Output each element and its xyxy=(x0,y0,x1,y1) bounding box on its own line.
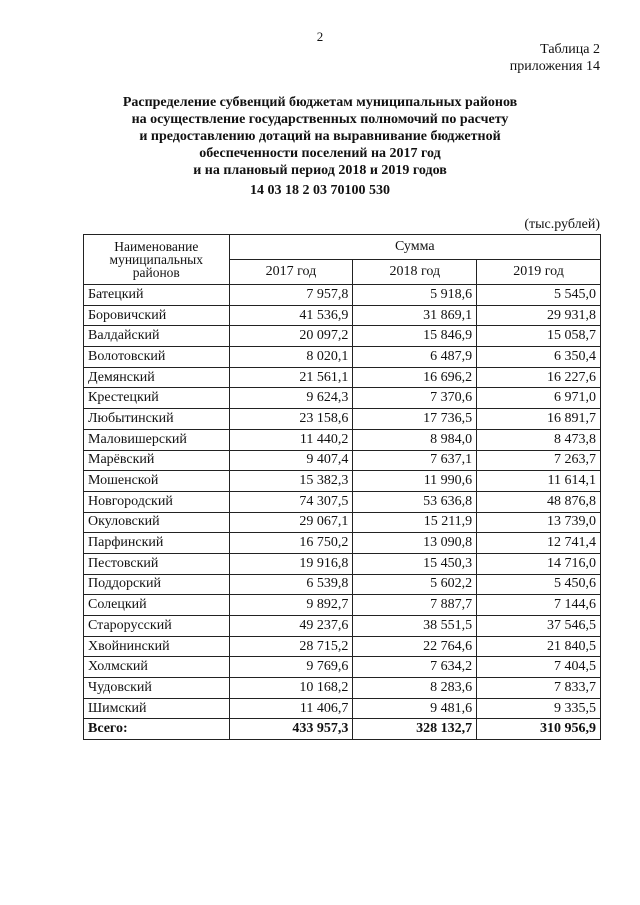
page-number: 2 xyxy=(316,29,324,44)
cell-district-name: Всего: xyxy=(84,719,230,740)
cell-value-2019: 7 144,6 xyxy=(477,595,601,616)
table-row xyxy=(84,616,601,637)
cell-value-2018: 9 481,6 xyxy=(353,698,477,719)
cell-value-2017: 433 957,3 xyxy=(229,719,353,740)
cell-value-2019: 6 350,4 xyxy=(477,347,601,368)
cell-value-2019: 7 263,7 xyxy=(477,450,601,471)
cell-district-name: Хвойнинский xyxy=(84,636,230,657)
table-row xyxy=(84,450,601,471)
cell-value-2018: 16 696,2 xyxy=(353,367,477,388)
cell-district-name: Шимский xyxy=(84,698,230,719)
table-row xyxy=(84,678,601,699)
cell-value-2017: 9 892,7 xyxy=(229,595,353,616)
title-line: и предоставлению дотаций на выравнивание бюджетной xyxy=(139,129,501,144)
cell-value-2019: 14 716,0 xyxy=(477,553,601,574)
cell-value-2018: 7 637,1 xyxy=(353,450,477,471)
table-row xyxy=(84,595,601,616)
cell-district-name: Любытинский xyxy=(84,409,230,430)
cell-value-2017: 23 158,6 xyxy=(229,409,353,430)
cell-value-2019: 310 956,9 xyxy=(477,719,601,740)
cell-value-2019: 9 335,5 xyxy=(477,698,601,719)
table-row xyxy=(84,636,601,657)
cell-value-2018: 328 132,7 xyxy=(353,719,477,740)
table-ref-line2: приложения 14 xyxy=(509,59,600,74)
cell-value-2019: 5 545,0 xyxy=(477,285,601,306)
cell-value-2017: 19 916,8 xyxy=(229,553,353,574)
cell-value-2017: 74 307,5 xyxy=(229,491,353,512)
cell-value-2018: 15 450,3 xyxy=(353,553,477,574)
cell-value-2017: 9 407,4 xyxy=(229,450,353,471)
cell-district-name: Боровичский xyxy=(84,305,230,326)
cell-value-2018: 22 764,6 xyxy=(353,636,477,657)
cell-value-2018: 31 869,1 xyxy=(353,305,477,326)
cell-value-2018: 7 634,2 xyxy=(353,657,477,678)
cell-value-2017: 11 440,2 xyxy=(229,429,353,450)
cell-value-2018: 17 736,5 xyxy=(353,409,477,430)
cell-value-2019: 13 739,0 xyxy=(477,512,601,533)
cell-district-name: Солецкий xyxy=(84,595,230,616)
cell-value-2017: 16 750,2 xyxy=(229,533,353,554)
cell-value-2017: 28 715,2 xyxy=(229,636,353,657)
cell-value-2018: 8 984,0 xyxy=(353,429,477,450)
header-name: Наименование муниципальных районов xyxy=(84,235,230,285)
cell-value-2017: 10 168,2 xyxy=(229,678,353,699)
cell-value-2018: 38 551,5 xyxy=(353,616,477,637)
header-sum: Сумма xyxy=(229,235,600,260)
title-line: Распределение субвенций бюджетам муниципальных районов xyxy=(122,95,518,110)
cell-value-2019: 7 404,5 xyxy=(477,657,601,678)
table-ref-line1: Таблица 2 xyxy=(540,42,600,57)
table-row xyxy=(84,388,601,409)
table-row xyxy=(84,367,601,388)
table-row xyxy=(84,305,601,326)
cell-district-name: Старорусский xyxy=(84,616,230,637)
cell-value-2019: 16 227,6 xyxy=(477,367,601,388)
header-year-2018: 2018 год xyxy=(353,260,477,285)
cell-value-2018: 11 990,6 xyxy=(353,471,477,492)
table-row xyxy=(84,533,601,554)
budget-code: 14 03 18 2 03 70100 530 xyxy=(250,183,390,198)
cell-value-2019: 8 473,8 xyxy=(477,429,601,450)
cell-value-2019: 12 741,4 xyxy=(477,533,601,554)
cell-district-name: Марёвский xyxy=(84,450,230,471)
table-row xyxy=(84,512,601,533)
cell-district-name: Чудовский xyxy=(84,678,230,699)
cell-value-2017: 6 539,8 xyxy=(229,574,353,595)
cell-district-name: Мошенской xyxy=(84,471,230,492)
cell-district-name: Маловишерский xyxy=(84,429,230,450)
cell-value-2018: 7 887,7 xyxy=(353,595,477,616)
table-body xyxy=(84,285,601,740)
header-year-2017: 2017 год xyxy=(229,260,353,285)
table-row xyxy=(84,285,601,306)
table-row xyxy=(84,698,601,719)
table-total-row xyxy=(84,719,601,740)
cell-district-name: Поддорский xyxy=(84,574,230,595)
cell-district-name: Холмский xyxy=(84,657,230,678)
cell-district-name: Валдайский xyxy=(84,326,230,347)
cell-value-2019: 11 614,1 xyxy=(477,471,601,492)
cell-value-2018: 7 370,6 xyxy=(353,388,477,409)
table-row xyxy=(84,429,601,450)
cell-district-name: Крестецкий xyxy=(84,388,230,409)
cell-value-2017: 11 406,7 xyxy=(229,698,353,719)
cell-value-2019: 29 931,8 xyxy=(477,305,601,326)
table-row xyxy=(84,574,601,595)
cell-value-2017: 9 624,3 xyxy=(229,388,353,409)
cell-value-2019: 7 833,7 xyxy=(477,678,601,699)
cell-value-2017: 20 097,2 xyxy=(229,326,353,347)
table-reference xyxy=(510,41,600,75)
table-row xyxy=(84,491,601,512)
cell-value-2018: 6 487,9 xyxy=(353,347,477,368)
cell-district-name: Волотовский xyxy=(84,347,230,368)
cell-district-name: Демянский xyxy=(84,367,230,388)
cell-value-2019: 5 450,6 xyxy=(477,574,601,595)
table-row xyxy=(84,409,601,430)
document-title xyxy=(60,94,580,179)
cell-value-2017: 41 536,9 xyxy=(229,305,353,326)
table-row xyxy=(84,347,601,368)
cell-value-2019: 21 840,5 xyxy=(477,636,601,657)
cell-district-name: Парфинский xyxy=(84,533,230,554)
cell-value-2019: 6 971,0 xyxy=(477,388,601,409)
cell-district-name: Окуловский xyxy=(84,512,230,533)
cell-district-name: Новгородский xyxy=(84,491,230,512)
cell-value-2018: 15 211,9 xyxy=(353,512,477,533)
title-line: обеспеченности поселений на 2017 год xyxy=(199,146,441,161)
cell-value-2017: 15 382,3 xyxy=(229,471,353,492)
title-line: на осуществление государственных полномочий по расчету xyxy=(131,112,509,127)
cell-value-2019: 48 876,8 xyxy=(477,491,601,512)
cell-value-2019: 37 546,5 xyxy=(477,616,601,637)
cell-value-2017: 29 067,1 xyxy=(229,512,353,533)
table-row xyxy=(84,471,601,492)
table-row xyxy=(84,657,601,678)
cell-district-name: Пестовский xyxy=(84,553,230,574)
cell-value-2017: 9 769,6 xyxy=(229,657,353,678)
cell-value-2018: 8 283,6 xyxy=(353,678,477,699)
cell-value-2017: 7 957,8 xyxy=(229,285,353,306)
cell-value-2018: 13 090,8 xyxy=(353,533,477,554)
cell-value-2017: 21 561,1 xyxy=(229,367,353,388)
cell-value-2018: 5 918,6 xyxy=(353,285,477,306)
cell-value-2017: 8 020,1 xyxy=(229,347,353,368)
cell-value-2017: 49 237,6 xyxy=(229,616,353,637)
table-row xyxy=(84,326,601,347)
cell-value-2018: 5 602,2 xyxy=(353,574,477,595)
cell-district-name: Батецкий xyxy=(84,285,230,306)
header-year-2019: 2019 год xyxy=(477,260,601,285)
cell-value-2019: 16 891,7 xyxy=(477,409,601,430)
cell-value-2018: 15 846,9 xyxy=(353,326,477,347)
subventions-table xyxy=(83,234,601,740)
table-row xyxy=(84,553,601,574)
title-line: и на плановый период 2018 и 2019 годов xyxy=(193,163,447,178)
cell-value-2018: 53 636,8 xyxy=(353,491,477,512)
unit-label: (тыс.рублей) xyxy=(524,217,600,232)
cell-value-2019: 15 058,7 xyxy=(477,326,601,347)
